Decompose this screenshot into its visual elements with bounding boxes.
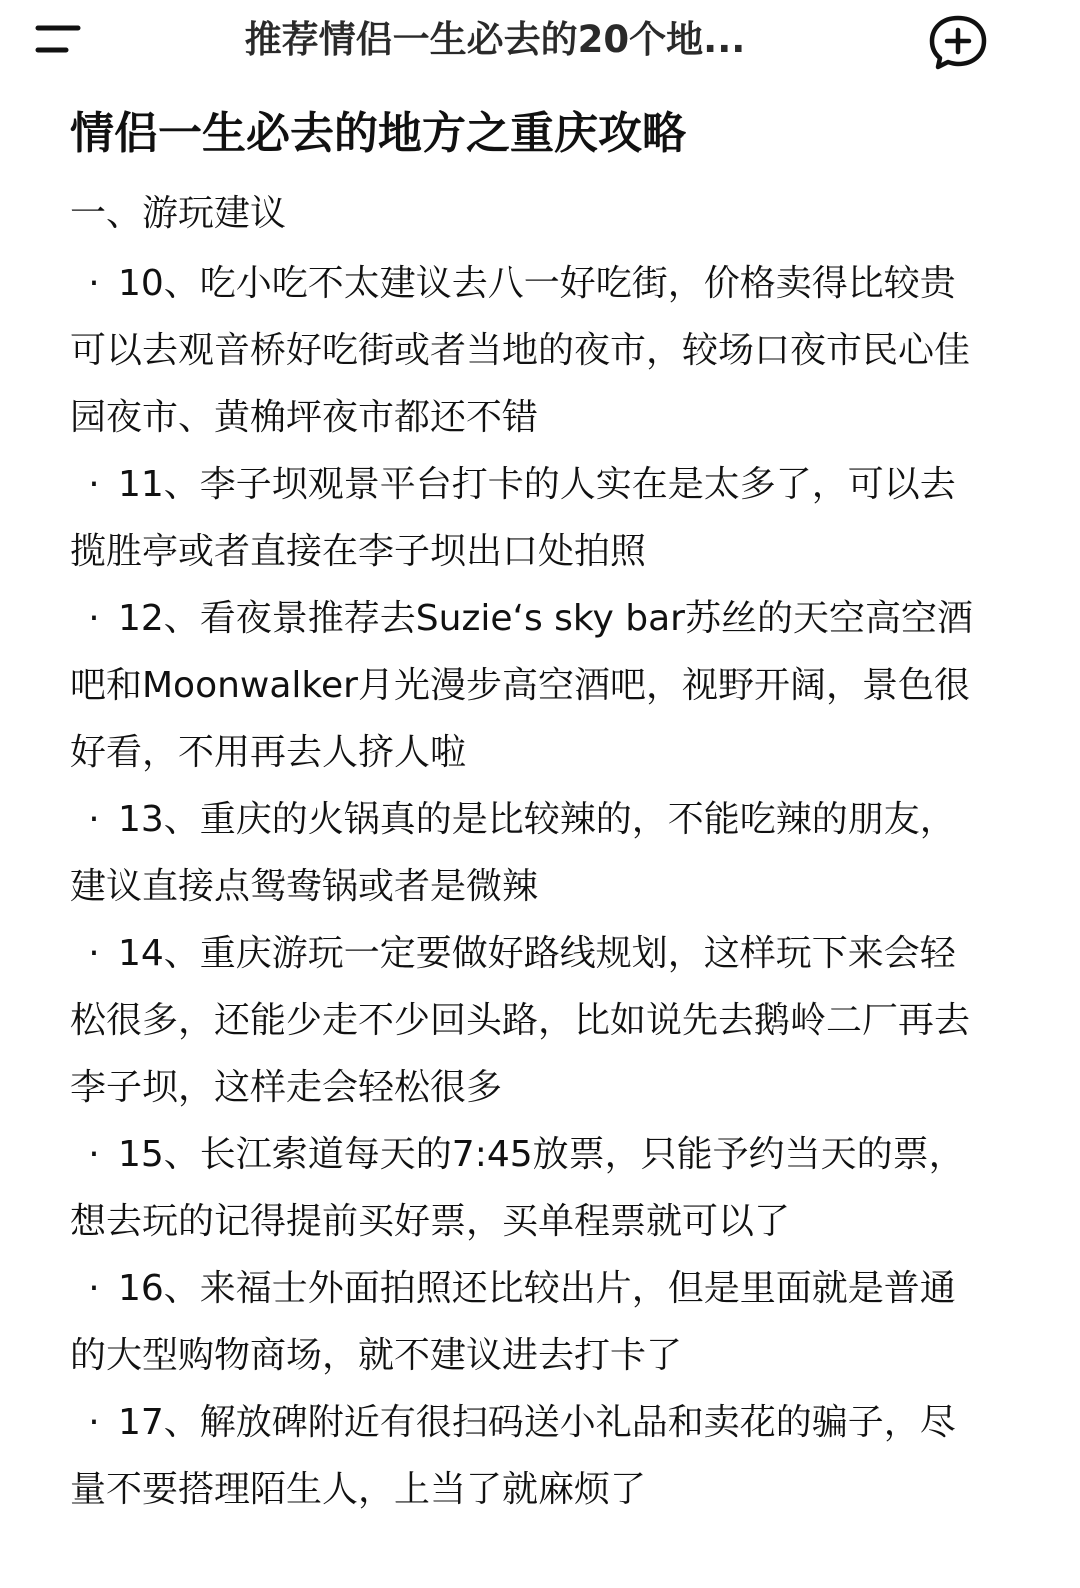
tip-text: 11、李子坝观景平台打卡的人实在是太多了，可以去揽胜亭或者直接在李子坝出口处拍照 — [70, 464, 956, 572]
tip-item — [70, 585, 975, 786]
tip-item — [70, 1389, 975, 1523]
add-comment-button[interactable] — [926, 12, 990, 72]
tip-item — [70, 1255, 975, 1389]
bullet-dot: · — [88, 464, 100, 505]
bullet-dot: · — [88, 933, 100, 974]
article-title: 情侣一生必去的地方之重庆攻略 — [70, 108, 686, 159]
bullet-dot: · — [88, 598, 100, 639]
nav-title: 推荐情侣一生必去的20个地... — [244, 18, 746, 61]
tip-text: 13、重庆的火锅真的是比较辣的，不能吃辣的朋友，建议直接点鸳鸯锅或者是微辣 — [70, 799, 956, 907]
tip-item — [70, 1121, 975, 1255]
tip-text: 12、看夜景推荐去Suzie‘s sky bar苏丝的天空高空酒吧和Moonwalker月光漫步高空酒吧，视野开阔，景色很好看，不用再去人挤人啦 — [70, 598, 973, 773]
tip-text: 17、解放碑附近有很扫码送小礼品和卖花的骗子，尽量不要搭理陌生人，上当了就麻烦了 — [70, 1402, 956, 1510]
tip-item — [70, 250, 975, 451]
tip-text: 16、来福士外面拍照还比较出片，但是里面就是普通的大型购物商场，就不建议进去打卡了 — [70, 1268, 956, 1376]
tip-item — [70, 786, 975, 920]
tip-item — [70, 451, 975, 585]
section-heading: 一、游玩建议 — [70, 193, 287, 234]
tip-text: 10、吃小吃不太建议去八一好吃街，价格卖得比较贵可以去观音桥好吃街或者当地的夜市，较场口夜市民心佳园夜市、黄桷坪夜市都还不错 — [70, 263, 971, 438]
tip-item — [70, 920, 975, 1121]
bullet-dot: · — [88, 263, 100, 304]
top-navigation-bar — [0, 0, 1080, 84]
menu-icon — [30, 14, 86, 66]
tip-text: 15、长江索道每天的7:45放票，只能予约当天的票，想去玩的记得提前买好票，买单程票就可以了 — [70, 1134, 965, 1242]
tip-text: 14、重庆游玩一定要做好路线规划，这样玩下来会轻松很多，还能少走不少回头路，比如说先去鹅岭二厂再去李子坝，这样走会轻松很多 — [70, 933, 971, 1108]
bullet-dot: · — [88, 1134, 100, 1175]
bullet-dot: · — [88, 1402, 100, 1443]
menu-button[interactable] — [30, 14, 86, 66]
bullet-dot: · — [88, 799, 100, 840]
add-comment-icon — [926, 12, 990, 72]
bullet-dot: · — [88, 1268, 100, 1309]
